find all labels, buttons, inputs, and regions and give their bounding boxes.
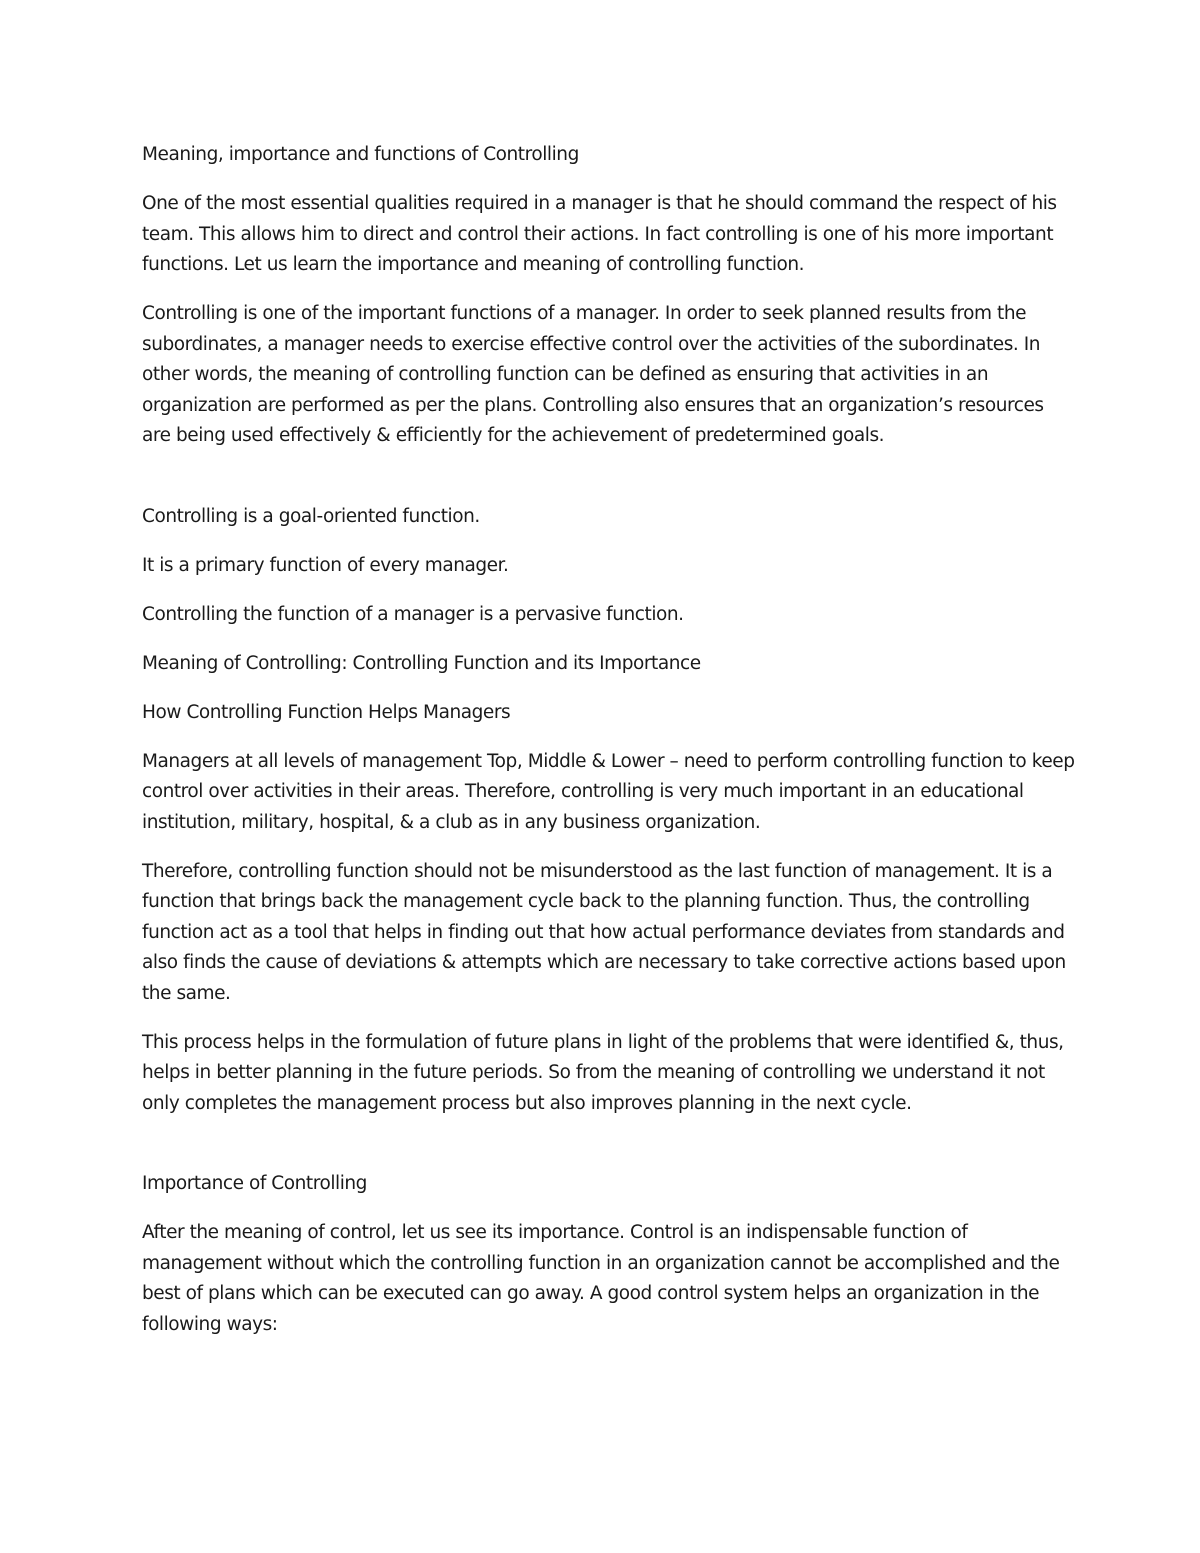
- paragraph-goal-oriented: Controlling is a goal-oriented function.: [142, 505, 480, 527]
- subheading-meaning: Meaning of Controlling: Controlling Function and its Importance: [142, 652, 701, 674]
- subheading-importance: Importance of Controlling: [142, 1173, 367, 1194]
- paragraph-importance: After the meaning of control, let us see its importance. Control is an indispensable function of management without which the controlling function in an organization cannot be accomplished and the best of plans which can be executed can go away. A good control system helps an organization in the following ways:: [142, 1222, 1060, 1335]
- paragraph-pervasive: Controlling the function of a manager is a pervasive function.: [142, 603, 684, 625]
- paragraph-intro: One of the most essential qualities required in a manager is that he should command the respect of his team. This allows him to direct and control their actions. In fact controlling is one of his more important functions. Let us learn the importance and meaning of controlling function.: [142, 193, 1057, 275]
- paragraph-last-function: Therefore, controlling function should not be misunderstood as the last function of management. It is a function that brings back the management cycle back to the planning function. Thus, the controlling function act as a tool that helps in finding out that how actual performance deviates from standards and also finds the cause of deviations & attempts which are necessary to take corrective actions based upon the same.: [142, 860, 1066, 1004]
- paragraph-definition: Controlling is one of the important functions of a manager. In order to seek planned results from the subordinates, a manager needs to exercise effective control over the activities of the subordinates. In other words, the meaning of controlling function can be defined as ensuring that activities in an organization are performed as per the plans. Controlling also ensures that an organization’s resources are being used effectively & efficiently for the achievement of predetermined goals.: [142, 303, 1044, 446]
- subheading-how-helps: How Controlling Function Helps Managers: [142, 701, 511, 723]
- paragraph-future-plans: This process helps in the formulation of future plans in light of the problems that were identified &, thus, helps in better planning in the future periods. So from the meaning of controlling we understand it not only completes the management process but also improves planning in the next cycle.: [142, 1031, 1064, 1114]
- paragraph-managers-levels: Managers at all levels of management Top, Middle & Lower – need to perform controlling function to keep control over activities in their areas. Therefore, controlling is very much important in an educational institution, military, hospital, & a club as in any business organization.: [142, 750, 1075, 833]
- document-title: Meaning, importance and functions of Controlling: [142, 144, 579, 165]
- paragraph-primary-function: It is a primary function of every manager.: [142, 554, 509, 576]
- document-body: [142, 140, 1077, 1359]
